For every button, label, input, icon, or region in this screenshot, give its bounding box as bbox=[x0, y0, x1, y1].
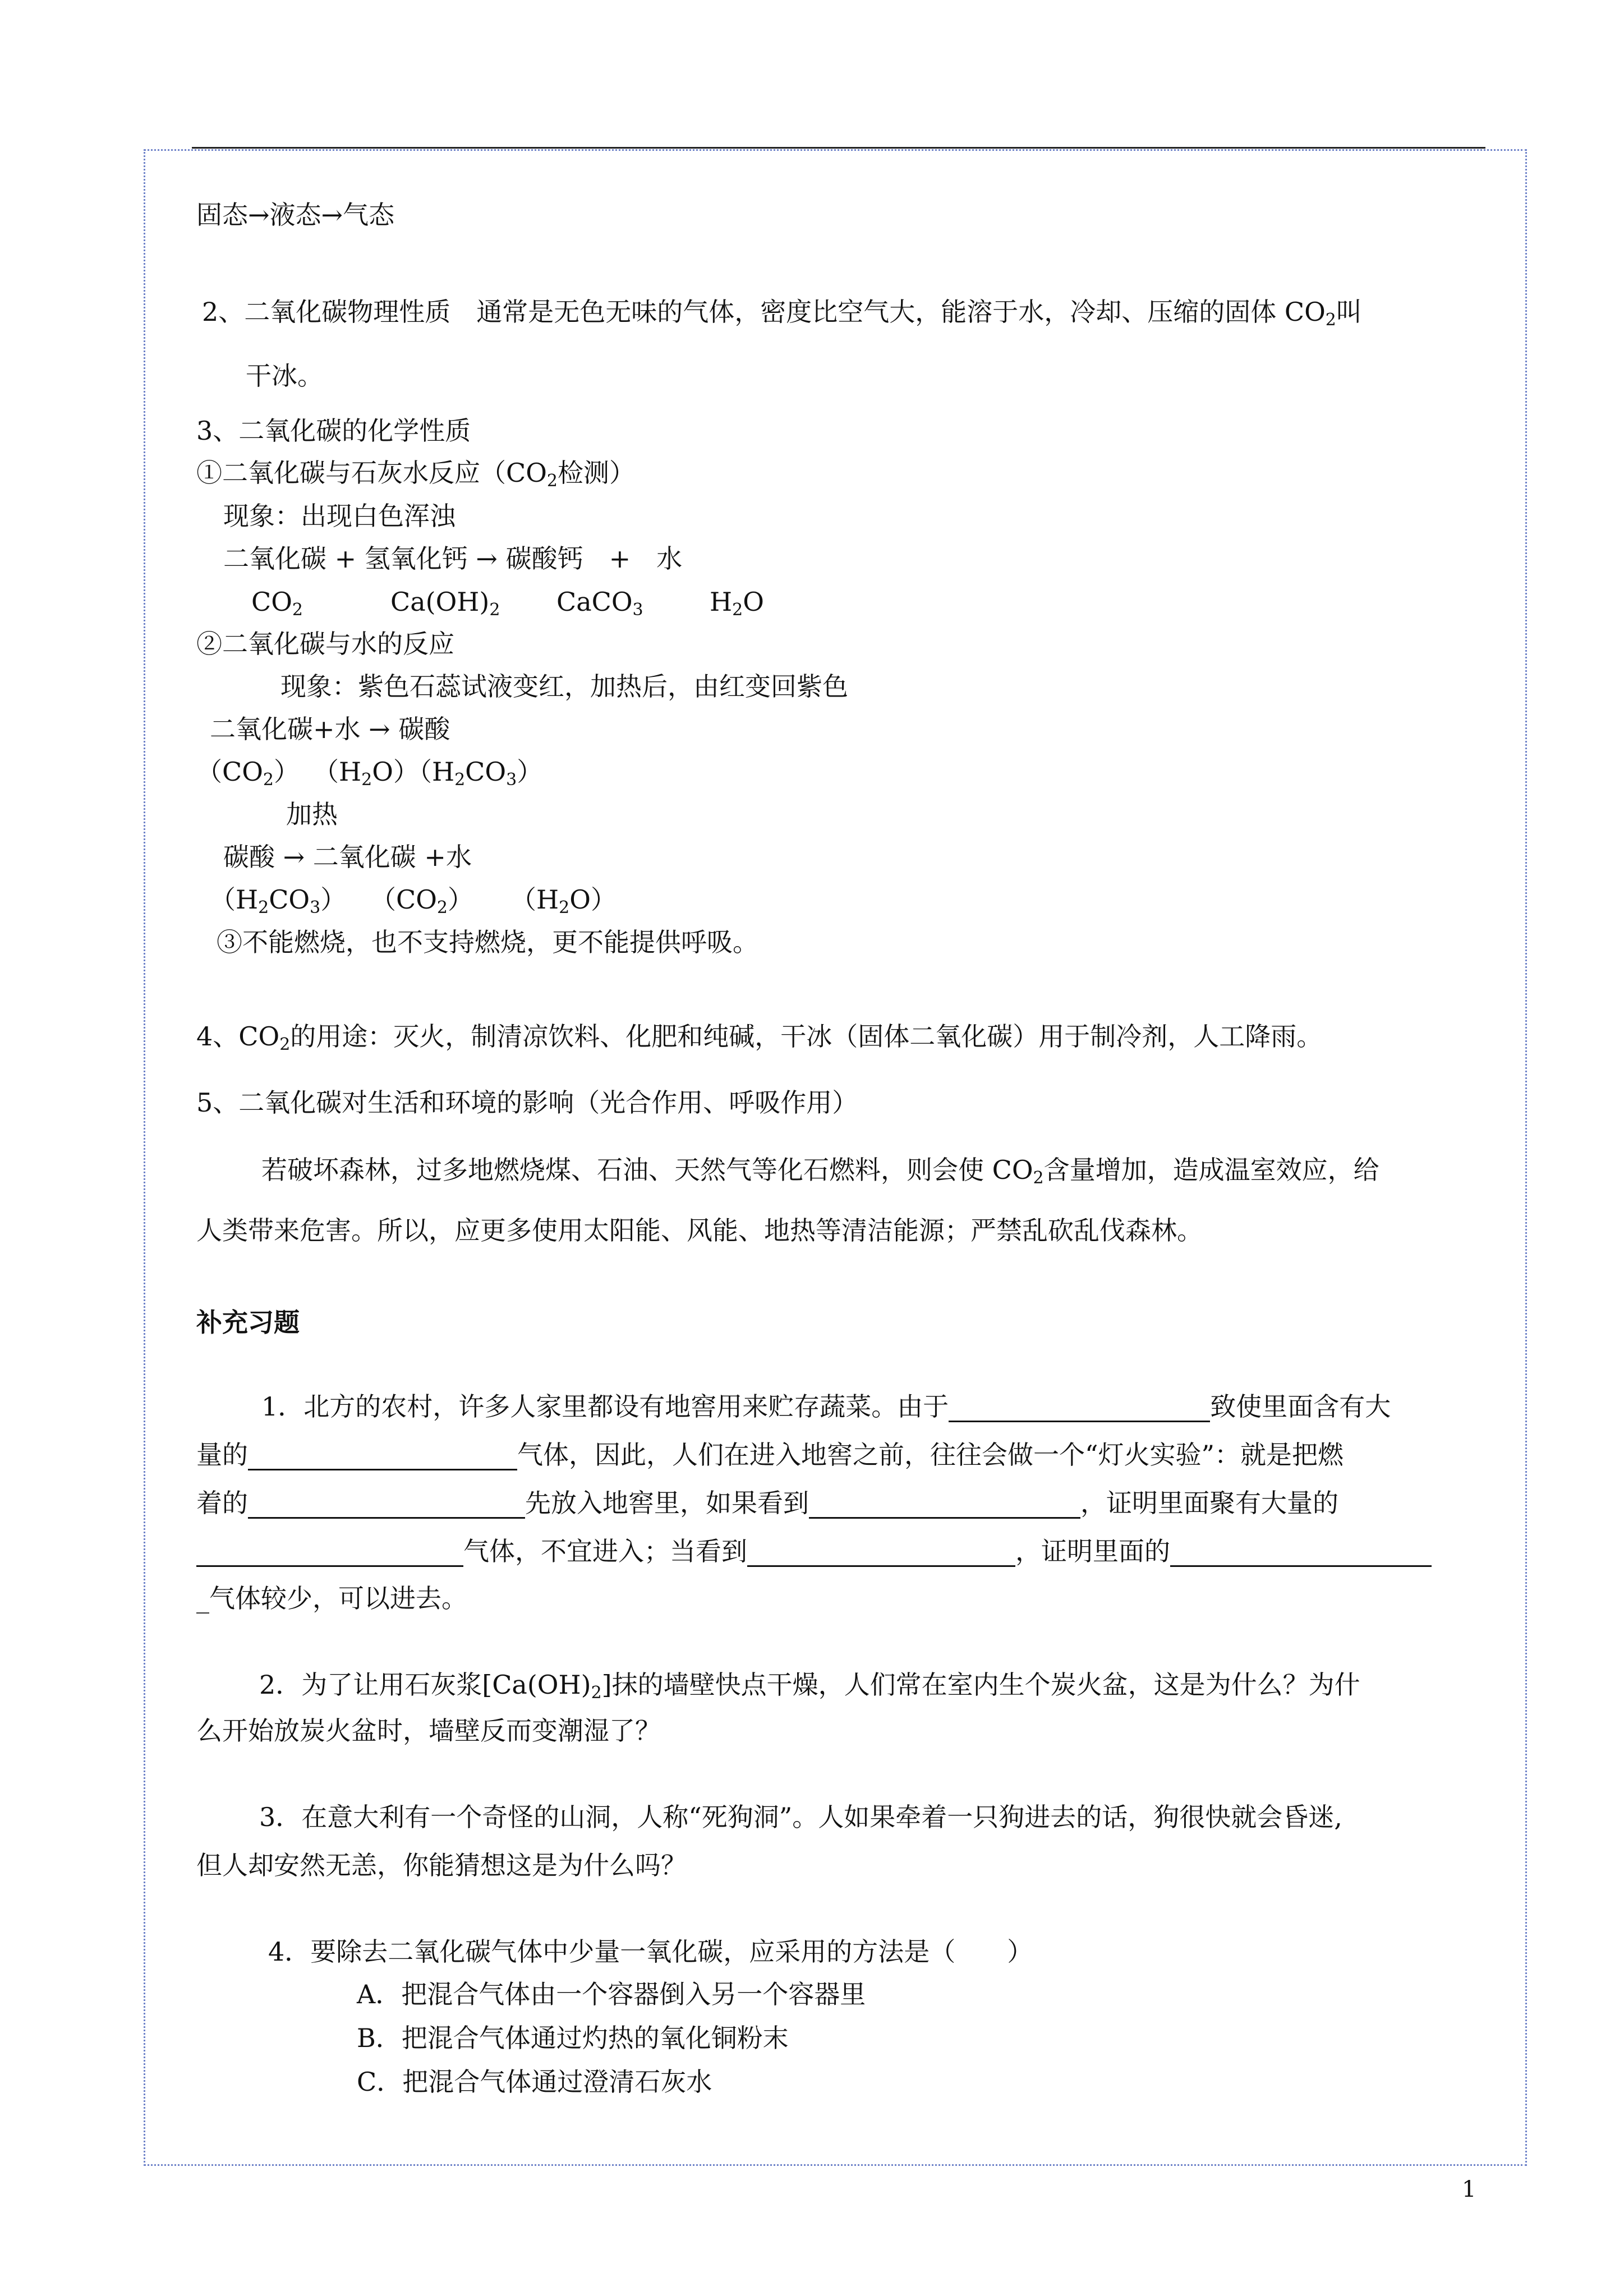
reaction2-title: ②二氧化碳与水的反应 bbox=[196, 629, 454, 659]
q4-stem: 4．要除去二氧化碳气体中少量一氧化碳，应采用的方法是（ ） bbox=[268, 1937, 1033, 1967]
formula-caco3: CaCO$_3$ bbox=[556, 587, 643, 620]
q1-blank-3[interactable] bbox=[248, 1492, 525, 1519]
q4-option-a: A．把混合气体由一个容器倒入另一个容器里 bbox=[357, 1979, 866, 2009]
page-number: 1 bbox=[1462, 2177, 1476, 2202]
q1-line4: 气体，不宜进入；当看到 ，证明里面的 bbox=[196, 1536, 1432, 1567]
q1-blank-6[interactable] bbox=[747, 1541, 1015, 1567]
heat-label: 加热 bbox=[286, 799, 338, 829]
uses-line: 4、$CO_2$的用途：灭火，制清凉饮料、化肥和纯碱，干冰（固体二氧化碳）用于制冷剂，人工降雨。 bbox=[196, 1021, 1323, 1054]
q1-line2: 量的 气体，因此，人们在进入地窖之前，往往会做一个“灯火实验”：就是把燃 bbox=[196, 1440, 1344, 1470]
reaction2-reverse-equation: 碳酸 → 二氧化碳 +水 bbox=[223, 842, 472, 872]
q4-option-c: C．把混合气体通过澄清石灰水 bbox=[357, 2067, 712, 2097]
q1-blank-2[interactable] bbox=[248, 1444, 517, 1470]
q1-blank-1[interactable] bbox=[949, 1396, 1210, 1422]
reaction1-title: ①二氧化碳与石灰水反应（$CO_2$检测） bbox=[196, 458, 636, 491]
reverse-formula-h2co3: $(H_2CO_3)$ bbox=[210, 884, 347, 918]
q1-blank-5[interactable] bbox=[196, 1541, 463, 1567]
q1-line3: 着的 先放入地窖里，如果看到 ，证明里面聚有大量的 bbox=[196, 1488, 1338, 1518]
physical-properties-line: 2、二氧化碳物理性质 通常是无色无味的气体，密度比空气大，能溶于水，冷却、压缩的固体 $CO_2$叫 bbox=[202, 297, 1362, 330]
q1-blank-4[interactable] bbox=[809, 1492, 1080, 1519]
impact-title: 5、二氧化碳对生活和环境的影响（光合作用、呼吸作用） bbox=[196, 1087, 858, 1118]
impact-paragraph-line2: 人类带来危害。所以，应更多使用太阳能、风能、地热等清洁能源；严禁乱砍乱伐森林。 bbox=[196, 1215, 1203, 1246]
reaction2-formulas: $(CO_2)$ $(H_2O)(H_2CO_3)$ bbox=[196, 757, 543, 790]
formula-h2o: $H_2O$ bbox=[710, 587, 764, 620]
q3-line2: 但人却安然无恙，你能猜想这是为什么吗？ bbox=[196, 1850, 687, 1880]
header-rule bbox=[192, 147, 1485, 149]
reaction1-word-equation: 二氧化碳 + 氢氧化钙 → 碳酸钙 + 水 bbox=[223, 543, 683, 574]
reverse-formula-h2o: $(H_2O)$ bbox=[510, 884, 617, 918]
q3-line1: 3．在意大利有一个奇怪的山洞，人称“死狗洞”。人如果牵着一只狗进去的话，狗很快就会昏迷, bbox=[259, 1802, 1342, 1832]
impact-paragraph-line1: 若破坏森林，过多地燃烧煤、石油、天然气等化石燃料，则会使 $CO_2$含量增加，造成温室效应，给 bbox=[261, 1155, 1379, 1188]
q2-line2: 么开始放炭火盆时，墙壁反而变潮湿了？ bbox=[196, 1716, 661, 1746]
q1-blank-7[interactable] bbox=[1170, 1541, 1432, 1567]
q1-line1: 1．北方的农村，许多人家里都设有地窖用来贮存蔬菜。由于 致使里面含有大 bbox=[261, 1391, 1391, 1422]
reaction3-line: ③不能燃烧，也不支持燃烧，更不能提供呼吸。 bbox=[217, 927, 758, 957]
states-line: 固态→液态→气态 bbox=[196, 200, 395, 230]
reverse-formula-co2: $(CO_2)$ bbox=[370, 884, 474, 918]
chem-props-title: 3、二氧化碳的化学性质 bbox=[196, 416, 471, 446]
exercises-heading: 补充习题 bbox=[196, 1307, 300, 1338]
formula-caoh2: $Ca(OH)_2$ bbox=[390, 587, 500, 620]
q1-line5: _气体较少，可以进去。 bbox=[196, 1583, 467, 1613]
reaction2-word-equation: 二氧化碳+水 → 碳酸 bbox=[210, 714, 450, 744]
dry-ice-line: 干冰。 bbox=[246, 361, 323, 391]
q4-option-b: B．把混合气体通过灼热的氧化铜粉末 bbox=[357, 2023, 789, 2053]
formula-co2: $CO_2$ bbox=[251, 587, 303, 620]
reaction1-phenomenon: 现象：出现白色浑浊 bbox=[223, 501, 456, 531]
reaction2-phenomenon: 现象：紫色石蕊试液变红，加热后，由红变回紫色 bbox=[280, 671, 848, 702]
q2-line1: 2．为了让用石灰浆$[Ca(OH)_2]$抹的墙壁快点干燥，人们常在室内生个炭火盆，这是为什么？为什 bbox=[259, 1670, 1360, 1703]
